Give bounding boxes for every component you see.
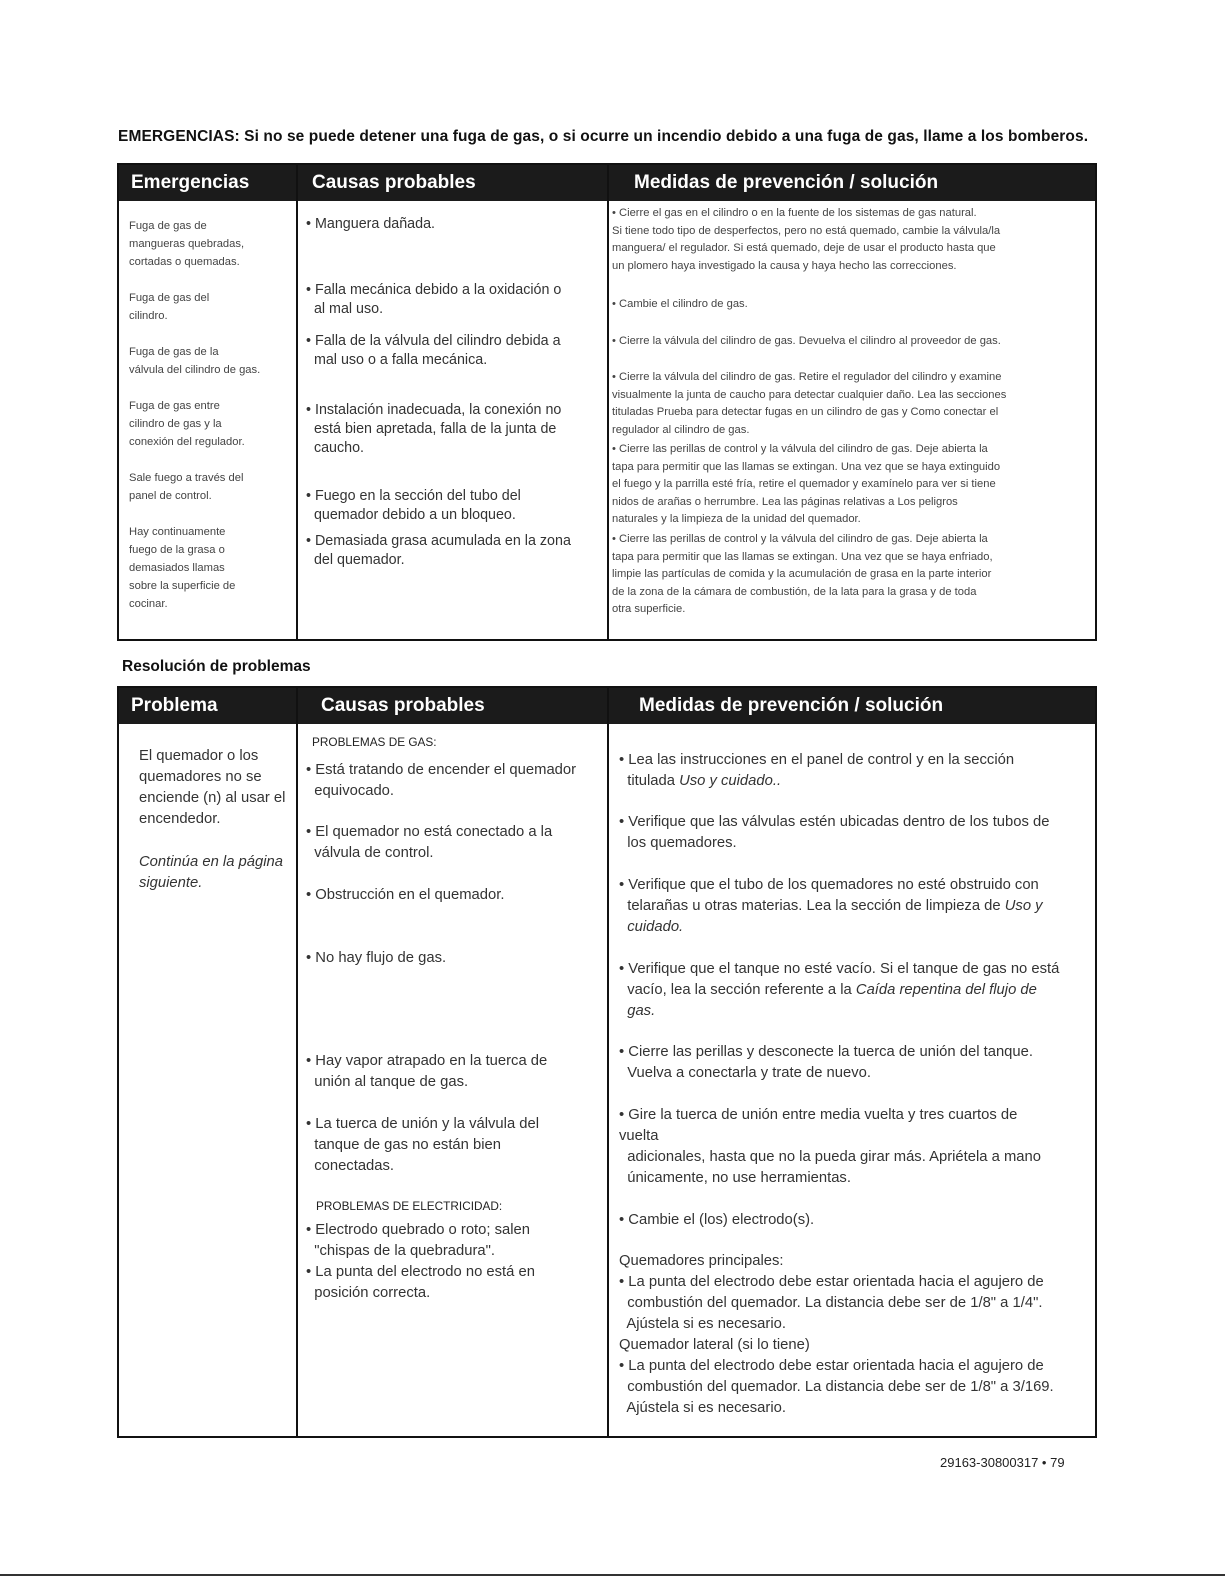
solution-3: • Verifique que el tubo de los quemadores no esté obstruido con telarañas u otras materias. Lea la sección de limpieza de Uso y cuidado. <box>619 877 1043 935</box>
header-medidas-2: Medidas de prevención / solución <box>639 695 944 716</box>
header-causas-2: Causas probables <box>321 695 485 716</box>
emergency-row-4: Fuga de gas entre cilindro de gas y la conexión del regulador. <box>129 400 245 448</box>
solution-row-4: • Cierre la válvula del cilindro de gas. Retire el regulador del cilindro y examine visualmente la junta de caucho para detectar cualquier daño. Lea las secciones tituladas Prueba para detectar fugas en un cilindro de gas y Como conectar el regulador al cilindro de gas. <box>612 371 1007 436</box>
solution-2: • Verifique que las válvulas estén ubicadas dentro de los tubos de los quemadores. <box>619 814 1050 851</box>
problem-text: El quemador o los quemadores no se enciende (n) al usar el encendedor. <box>139 748 286 827</box>
solution-row-2: • Cambie el cilindro de gas. <box>612 298 748 310</box>
troubleshoot-title: Resolución de problemas <box>122 658 311 675</box>
gas-cause-4: • No hay flujo de gas. <box>306 950 447 966</box>
header-problema: Problema <box>131 695 218 716</box>
emergency-table <box>117 163 1097 641</box>
emergency-row-6: Hay continuamente fuego de la grasa o demasiados llamas sobre la superficie de cocinar. <box>129 526 236 610</box>
emergency-heading: EMERGENCIAS: Si no se puede detener una fuga de gas, o si ocurre un incendio debido a una fuga de gas, llame a los bomberos. <box>118 128 1089 145</box>
emergency-row-2: Fuga de gas del cilindro. <box>129 292 210 322</box>
cause-row-4: • Instalación inadecuada, la conexión no está bien apretada, falla de la junta de caucho. <box>306 402 562 456</box>
solution-8: Quemadores principales: • La punta del electrodo debe estar orientada hacia el agujero de combustión del quemador. La distancia debe ser de 1/8" a 1/4". Ajústela si es necesario. Quemador lateral (si lo tiene) • La punta del electrodo debe estar orientada hacia el agujero de combustión del quemador. La distancia debe ser de 1/8" a 3/169. Ajústela si es necesario. <box>619 1253 1054 1416</box>
gas-cause-5: • Hay vapor atrapado en la tuerca de unión al tanque de gas. <box>306 1053 548 1090</box>
troubleshoot-table <box>117 686 1097 1438</box>
solution-row-5: • Cierre las perillas de control y la válvula del cilindro de gas. Deje abierta la tapa para permitir que las llamas se extingan. Una vez que se haya extinguido el fuego y la parrilla esté fría, retire el quemador y examínelo para ver si tiene nidos de arañas o herrumbre. Lea las páginas relativas a Los peligros naturales y la limpieza de la unidad del quemador. <box>612 443 1001 525</box>
header-causas: Causas probables <box>312 172 476 193</box>
solution-row-6: • Cierre las perillas de control y la válvula del cilindro de gas. Deje abierta la tapa para permitir que las llamas se extingan. Una vez que se haya enfriado, limpie las partículas de comida y la acumulación de grasa en la parte interior de la zona de la cámara de combustión, de la lata para la grasa y de toda otra superficie. <box>612 533 993 615</box>
gas-cause-6: • La tuerca de unión y la válvula del tanque de gas no están bien conectadas. <box>306 1116 540 1174</box>
solution-row-3: • Cierre la válvula del cilindro de gas. Devuelva el cilindro al proveedor de gas. <box>612 335 1001 347</box>
solution-4: • Verifique que el tanque no esté vacío. Si el tanque de gas no está vacío, lea la sección referente a la Caída repentina del flujo de gas. <box>619 961 1060 1019</box>
solution-7: • Cambie el (los) electrodo(s). <box>619 1212 815 1228</box>
cause-row-5: • Fuego en la sección del tubo del quemador debido a un bloqueo. <box>306 488 521 523</box>
emergency-row-5: Sale fuego a través del panel de control. <box>129 472 244 502</box>
gas-cause-1: • Está tratando de encender el quemador equivocado. <box>306 762 577 799</box>
bottom-rule <box>0 1574 1225 1576</box>
elec-problems-heading: PROBLEMAS DE ELECTRICIDAD: <box>316 1199 503 1213</box>
solution-5: • Cierre las perillas y desconecte la tuerca de unión del tanque. Vuelva a conectarla y trate de nuevo. <box>619 1044 1033 1081</box>
elec-causes: • Electrodo quebrado o roto; salen "chispas de la quebradura". • La punta del electrodo no está en posición correcta. <box>306 1222 535 1301</box>
header-emergencias: Emergencias <box>131 172 250 193</box>
cause-row-6: • Demasiada grasa acumulada en la zona del quemador. <box>306 533 571 568</box>
continued-note: Continúa en la página siguiente. <box>139 854 283 891</box>
header-medidas: Medidas de prevención / solución <box>634 172 939 193</box>
emergency-row-1: Fuga de gas de mangueras quebradas, cortadas o quemadas. <box>129 220 245 268</box>
emergency-row-3: Fuga de gas de la válvula del cilindro de gas. <box>129 346 261 376</box>
cause-row-3: • Falla de la válvula del cilindro debida a mal uso o a falla mecánica. <box>306 333 561 368</box>
cause-row-2: • Falla mecánica debido a la oxidación o al mal uso. <box>306 282 562 317</box>
gas-cause-3: • Obstrucción en el quemador. <box>306 887 505 903</box>
page-footer: 29163-30800317 • 79 <box>940 1455 1065 1470</box>
cause-row-1: • Manguera dañada. <box>306 216 436 232</box>
solution-1: • Lea las instrucciones en el panel de control y en la sección titulada Uso y cuidado.. <box>619 752 1015 789</box>
solution-row-1: • Cierre el gas en el cilindro o en la fuente de los sistemas de gas natural. Si tiene todo tipo de desperfectos, pero no está quemado, cambie la válvula/la manguera/ el regulador. Si está quemado, deje de usar el producto hasta que un plomero haya investigado la causa y haya hecho las correcciones. <box>612 207 1001 272</box>
gas-cause-2: • El quemador no está conectado a la válvula de control. <box>306 824 553 861</box>
gas-problems-heading: PROBLEMAS DE GAS: <box>312 735 437 749</box>
solution-6: • Gire la tuerca de unión entre media vuelta y tres cuartos de vuelta adicionales, hasta que no la pueda girar más. Apriétela a mano únicamente, no use herramientas. <box>619 1107 1041 1186</box>
